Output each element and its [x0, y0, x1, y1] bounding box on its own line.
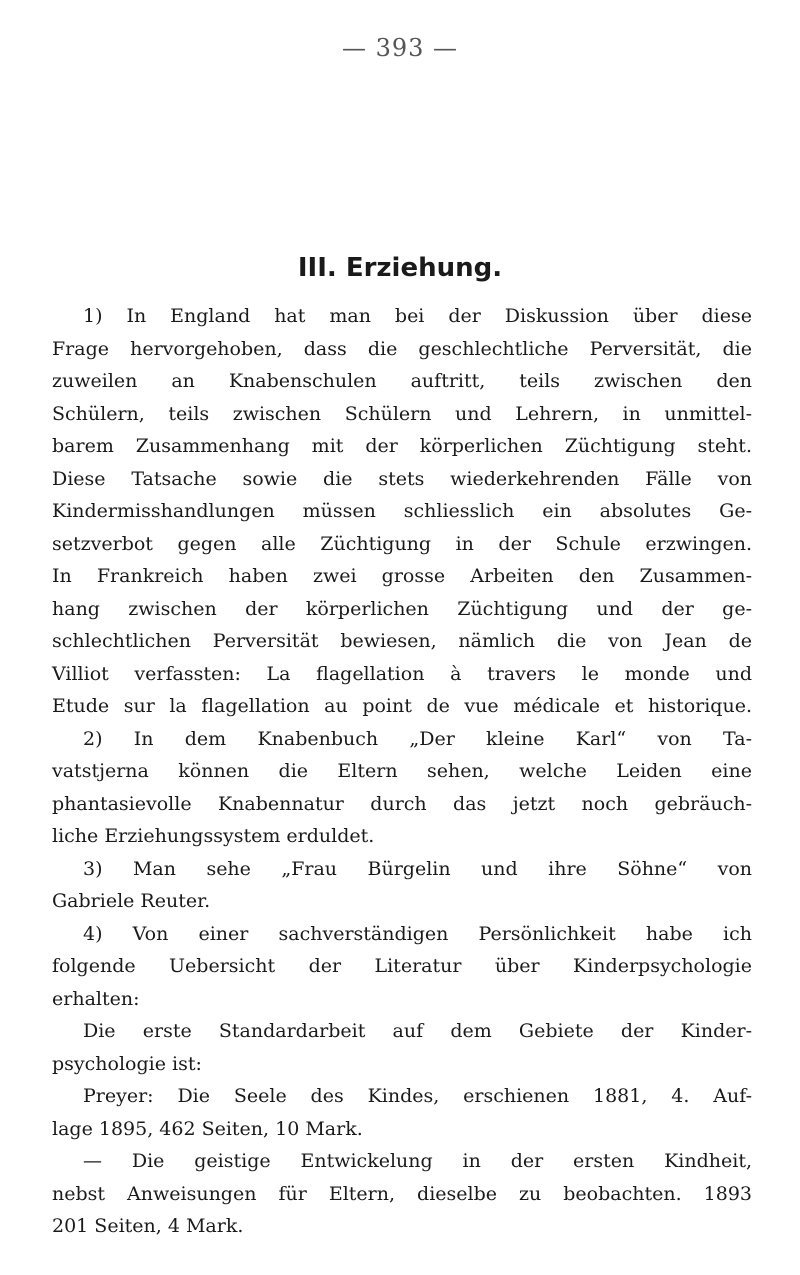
text-line: Villiot verfassten: La flagellation à travers le monde und: [52, 662, 752, 685]
body-text: [52, 300, 752, 1243]
text-line: In Frankreich haben zwei grosse Arbeiten den Zusammen-: [52, 565, 752, 587]
text-line: psychologie ist:: [52, 1052, 202, 1075]
text-line: 4) Von einer sachverständigen Persönlichkeit habe ich: [83, 922, 752, 945]
text-line: nebst Anweisungen für Eltern, dieselbe zu beobachten. 1893: [52, 1182, 752, 1205]
text-line: folgende Uebersicht der Literatur über Kinderpsychologie: [52, 955, 752, 977]
section-heading: III. Erziehung.: [297, 253, 503, 283]
text-line: 3) Man sehe „Frau Bürgelin und ihre Söhne“ von: [83, 857, 752, 880]
text-line: erhalten:: [52, 987, 140, 1010]
text-line: lage 1895, 462 Seiten, 10 Mark.: [52, 1117, 363, 1140]
text-line: Etude sur la flagellation au point de vue médicale et historique.: [52, 695, 752, 717]
text-line: vatstjerna können die Eltern sehen, welche Leiden eine: [52, 760, 752, 782]
text-line: 1) In England hat man bei der Diskussion über diese: [83, 305, 752, 327]
text-line: liche Erziehungssystem erduldet.: [52, 825, 375, 847]
text-line: setzverbot gegen alle Züchtigung in der Schule erzwingen.: [52, 532, 752, 555]
text-line: Gabriele Reuter.: [52, 890, 211, 912]
text-line: 2) In dem Knabenbuch „Der kleine Karl“ von Ta-: [83, 727, 752, 750]
text-line: Schülern, teils zwischen Schülern und Lehrern, in unmittel-: [52, 402, 752, 425]
text-line: zuweilen an Knabenschulen auftritt, teils zwischen den: [52, 370, 752, 392]
text-line: Diese Tatsache sowie die stets wiederkehrenden Fälle von: [52, 467, 752, 490]
text-line: Kindermisshandlungen müssen schliesslich ein absolutes Ge-: [52, 500, 752, 522]
text-line: Die erste Standardarbeit auf dem Gebiete der Kinder-: [83, 1020, 752, 1042]
text-line: barem Zusammenhang mit der körperlichen Züchtigung steht.: [52, 435, 752, 457]
page-number: — 393 —: [341, 34, 459, 62]
text-line: 201 Seiten, 4 Mark.: [52, 1215, 244, 1237]
text-line: phantasievolle Knabennatur durch das jetzt noch gebräuch-: [52, 792, 752, 815]
text-line: Frage hervorgehoben, dass die geschlechtliche Perversität, die: [52, 337, 752, 360]
text-line: Preyer: Die Seele des Kindes, erschienen 1881, 4. Auf-: [83, 1085, 752, 1107]
text-line: — Die geistige Entwickelung in der ersten Kindheit,: [83, 1150, 752, 1172]
text-line: hang zwischen der körperlichen Züchtigung und der ge-: [52, 597, 752, 620]
text-line: schlechtlichen Perversität bewiesen, nämlich die von Jean de: [52, 630, 752, 652]
